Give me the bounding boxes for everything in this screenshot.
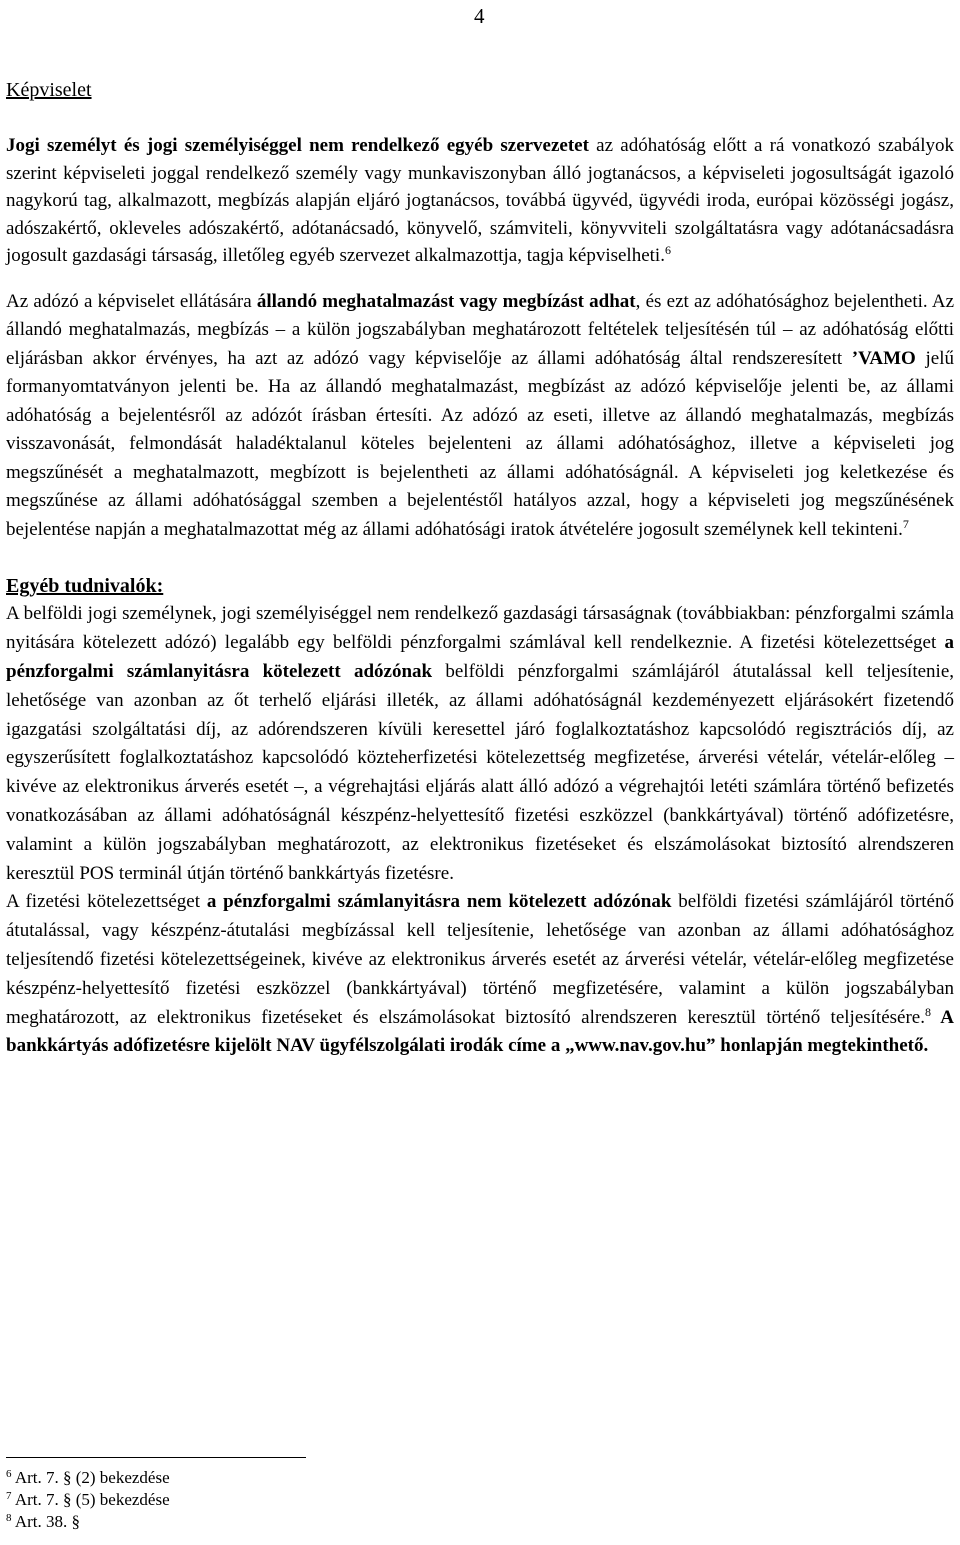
bold-closing-sentence: A bankkártyás adófizetésre kijelölt NAV ügyfélszolgálati irodák címe a „www.nav.gov.hu” honlapján megtekinthető. <box>6 1006 954 1057</box>
page-number: 4 <box>474 4 485 28</box>
paragraph-standing-authorization <box>6 288 954 545</box>
footnote-ref-6: 6 <box>664 243 671 258</box>
paragraph-text: belföldi fizetési számlájáról történő átutalással, vagy készpénz-átutalási megbízással kell teljesítenie, lehetősége van azonban az állami adóhatósághoz teljesítendő fizetési kötelezettségeinek, kivéve az elektronikus árverés esetét az árverési vételár, vételár-előleg megfizetése készpénz-helyettesítő fizetési eszközzel (bankkártyával) történő megfizetésére, valamint a külön jogszabályban meghatározott, az elektronikus fizetéseket és elszámolásokat biztosító alrendszeren keresztül történő teljesítésére. <box>6 891 954 1028</box>
form-code: ’VAMO <box>851 347 916 369</box>
section-heading-egyeb-tudnivalok: Egyéb tudnivalók: <box>6 575 164 598</box>
paragraph-representation-who <box>6 132 954 270</box>
footnote-number: 7 <box>6 1490 12 1502</box>
footnote-text: Art. 7. § (2) bekezdése <box>14 1468 170 1487</box>
paragraph-payment-not-obligated <box>6 888 954 1061</box>
bold-phrase: a pénzforgalmi számlanyitásra nem kötelezett adózónak <box>206 891 672 913</box>
paragraph-text: az adóhatóság előtt a rá vonatkozó szabályok szerint képviseleti joggal rendelkező személy vagy munkaviszonyban álló jogtanácsos, a képviseleti jogosultságát igazoló nagykorú tag, alkalmazott, megbízás alapján eljáró jogtanácsos, továbbá ügyvéd, ügyvédi iroda, európai közösségi jogász, adószakértő, okleveles adószakértő, adótanácsadó, könyvelő, számviteli, könyvviteli szolgáltatásra vagy adótanácsadásra jogosult gazdasági társaság, illetőleg egyéb szervezet alkalmazottja, tagja képviselheti. <box>6 135 954 267</box>
footnote-item <box>6 1489 170 1511</box>
section-heading-kepviselet: Képviselet <box>6 79 92 101</box>
footnote-number: 6 <box>6 1468 12 1480</box>
footnote-ref-7: 7 <box>902 516 909 531</box>
paragraph-text: Az adózó a képviselet ellátására <box>6 290 257 312</box>
footnote-ref-8: 8 <box>924 1004 931 1019</box>
paragraph-text: A belföldi jogi személynek, jogi személyiséggel nem rendelkező gazdasági társaságnak (továbbiakban: pénzforgalmi számla nyitására kötelezett adózó) legalább egy belföldi pénzforgalmi számlával kell rendelkeznie. A fizetési kötelezettséget <box>6 603 954 654</box>
footnotes <box>6 1467 170 1533</box>
bold-phrase: a pénzforgalmi számlanyitásra kötelezett adózónak <box>6 632 954 683</box>
footnote-item <box>6 1511 170 1533</box>
footnote-item <box>6 1467 170 1489</box>
footnote-text: Art. 7. § (5) bekezdése <box>14 1490 170 1509</box>
bold-phrase: állandó meghatalmazást vagy megbízást adhat <box>256 290 636 312</box>
paragraph-payment-account-obligated <box>6 600 954 888</box>
paragraph-text: , és ezt az adóhatósághoz bejelentheti. Az állandó meghatalmazás, megbízás – a külön jogszabályban meghatározott feltételek teljesítésén túl – az adóhatóság előtti eljárásban akkor érvényes, ha azt az adózó vagy képviselője az állami adóhatóság által rendszeresített <box>6 290 955 369</box>
footnote-divider <box>6 1457 306 1458</box>
paragraph-text: belföldi pénzforgalmi számlájáról átutalással kell teljesítenie, lehetősége van azonban az őt terhelő eljárási illeték, az állami adóhatóságnál kezdeményezett eljárásokért fizetendő igazgatási szolgáltatási díj, az adórendszeren kívüli keresettel járó foglalkoztatáshoz kapcsolódó regisztrációs díj, az egyszerűsített foglalkoztatáshoz kapcsolódó közteherfizetési kötelezettség megfizetése, árverési vételár, vételár-előleg – kivéve az elektronikus árverés esetét –, a végrehajtási eljárás alatt álló adózó a végrehajtói letéti számlára történő befizetés vonatkozásában az állami adóhatóságnál készpénz-helyettesítő fizetési eszközzel (bankkártyával) történő adófizetésre, valamint a külön jogszabályban meghatározott, az elektronikus fizetéseket és elszámolásokat biztosító alrendszeren keresztül POS terminál útján történő bankkártyás fizetésre. <box>6 661 954 884</box>
paragraph-text: A fizetési kötelezettséget <box>6 891 207 913</box>
footnote-text: Art. 38. § <box>14 1512 80 1531</box>
footnote-number: 8 <box>6 1512 12 1524</box>
document-body <box>6 66 954 1061</box>
paragraph-text: jelű formanyomtatványon jelenti be. Ha az állandó meghatalmazást, megbízást az adózó képviselője jelenti be, az állami adóhatóság a bejelentésről az adózót írásban értesíti. Az adózó az eseti, illetve az állandó meghatalmazás, megbízás visszavonását, felmondását haladéktalanul köteles bejelenteni az állami adóhatósághoz, illetve a képviseleti jog megszűnését a meghatalmazott, megbízott is bejelentheti az állami adóhatóságnál. A képviseleti jog keletkezése és megszűnése az állami adóhatósággal szemben a bejelentéstől hatályos azzal, hogy a képviseleti jog megszűnésének bejelentése napján a meghatalmazottat még az állami adóhatósági iratok átvételére jogosult személynek kell tekinteni. <box>6 347 954 540</box>
bold-phrase: Jogi személyt és jogi személyiséggel nem rendelkező egyéb szervezetet <box>6 135 589 156</box>
